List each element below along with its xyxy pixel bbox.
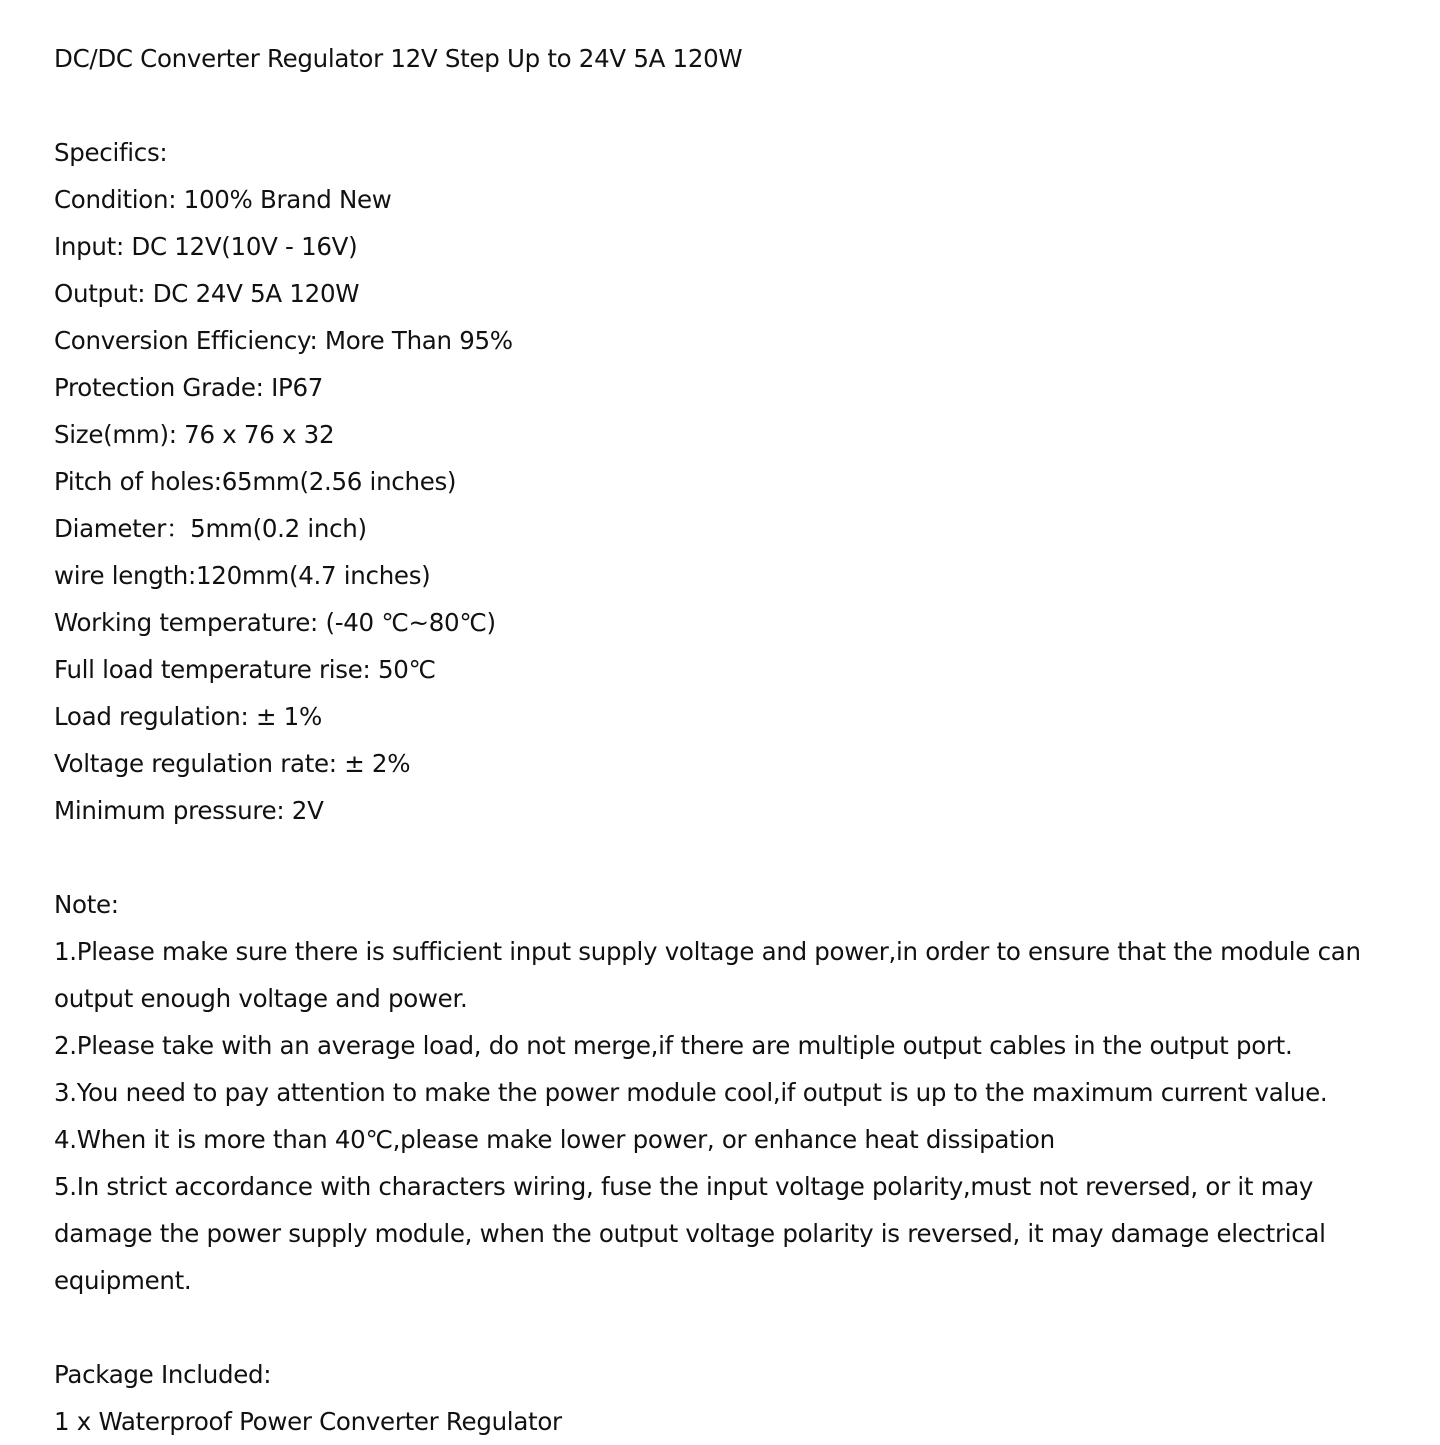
package-item-1: 1 x Waterproof Power Converter Regulator	[54, 1407, 562, 1436]
note-item-4: 4.When it is more than 40℃,please make lower power, or enhance heat dissipation	[54, 1125, 1055, 1154]
product-title: DC/DC Converter Regulator 12V Step Up to 24V 5A 120W	[54, 44, 743, 73]
package-heading: Package Included:	[54, 1360, 272, 1389]
spacer	[54, 834, 1406, 881]
spec-minimum-pressure: Minimum pressure: 2V	[54, 796, 324, 825]
spec-voltage-regulation: Voltage regulation rate: ± 2%	[54, 749, 411, 778]
note-item-3: 3.You need to pay attention to make the power module cool,if output is up to the maximum current value.	[54, 1078, 1328, 1107]
specifics-heading: Specifics:	[54, 138, 168, 167]
note-item-2: 2.Please take with an average load, do not merge,if there are multiple output cables in the output port.	[54, 1031, 1293, 1060]
note-item-5: 5.In strict accordance with characters wiring, fuse the input voltage polarity,must not reversed, or it may damage the power supply module, when the output voltage polarity is reversed, it may damage electrical equipment.	[54, 1172, 1326, 1295]
spec-pitch-of-holes: Pitch of holes:65mm(2.56 inches)	[54, 467, 457, 496]
spec-output: Output: DC 24V 5A 120W	[54, 279, 360, 308]
spec-condition: Condition: 100% Brand New	[54, 185, 392, 214]
spec-temperature-rise: Full load temperature rise: 50℃	[54, 655, 436, 684]
note-item-1: 1.Please make sure there is sufficient input supply voltage and power,in order to ensure that the module can output enough voltage and power.	[54, 937, 1361, 1013]
spec-diameter: Diameter：5mm(0.2 inch)	[54, 514, 367, 543]
spec-wire-length: wire length:120mm(4.7 inches)	[54, 561, 431, 590]
note-heading: Note:	[54, 890, 119, 919]
spec-size: Size(mm): 76 x 76 x 32	[54, 420, 335, 449]
spec-working-temperature: Working temperature: (-40 ℃~80℃)	[54, 608, 496, 637]
spec-input: Input: DC 12V(10V - 16V)	[54, 232, 358, 261]
spec-efficiency: Conversion Efficiency: More Than 95%	[54, 326, 513, 355]
product-description	[54, 35, 1406, 1445]
spacer	[54, 1304, 1406, 1351]
spec-protection-grade: Protection Grade: IP67	[54, 373, 324, 402]
spacer	[54, 82, 1406, 129]
spec-load-regulation: Load regulation: ± 1%	[54, 702, 322, 731]
